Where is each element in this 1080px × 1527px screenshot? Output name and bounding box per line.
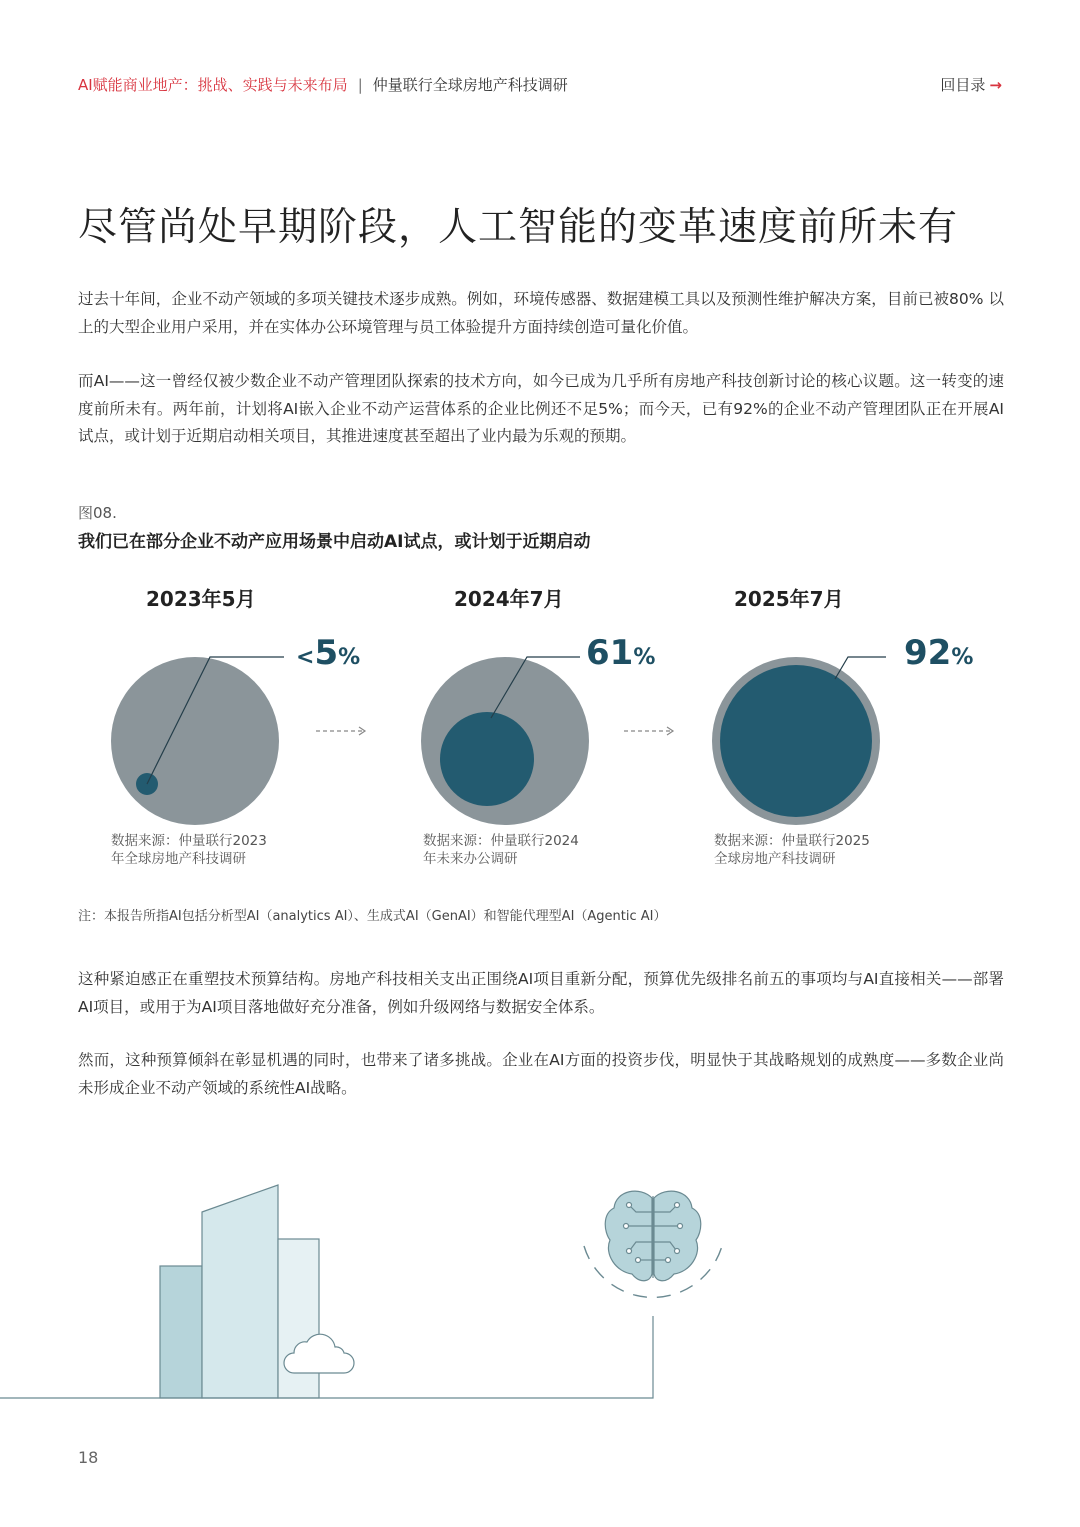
report-title: AI赋能商业地产：挑战、实践与未来布局 [78,76,348,94]
figure-title: 我们已在部分企业不动产应用场景中启动AI试点，或计划于近期启动 [78,532,591,552]
back-to-toc-link[interactable] [940,74,1002,95]
figure-note: 注：本报告所指AI包括分析型AI（analytics AI）、生成式AI（GenAI）和智能代理型AI（Agentic AI） [78,909,667,924]
toc-label: 回目录 [940,76,986,94]
source-2025: 数据来源：仲量联行2025 全球房地产科技调研 [714,833,870,867]
page-title: 尽管尚处早期阶段，人工智能的变革速度前所未有 [78,205,959,250]
report-subtitle: 仲量联行全球房地产科技调研 [372,76,568,94]
arrow-right-icon: → [989,76,1002,94]
figure-label: 图08. [78,504,117,522]
value-2025: 92% [904,633,974,673]
page-number: 18 [78,1448,99,1467]
value-2024: 61% [586,633,656,673]
report-header [78,74,568,95]
paragraph-4: 然而，这种预算倾斜在彰显机遇的同时，也带来了诸多挑战。企业在AI方面的投资步伐，明显快于其战略规划的成熟度——多数企业尚未形成企业不动产领域的系统性AI战略。 [78,1051,1004,1097]
value-2023: <5% [296,633,361,673]
inner-circle-2025 [720,665,872,817]
year-label-2024: 2024年7月 [454,587,564,611]
source-2023: 数据来源：仲量联行2023 年全球房地产科技调研 [111,833,267,867]
paragraph-3: 这种紧迫感正在重塑技术预算结构。房地产科技相关支出正围绕AI项目重新分配，预算优先级排名前五的事项均与AI直接相关——部署AI项目，或用于为AI项目落地做好充分准备，例如升级网络与数据安全体系。 [78,970,1004,1016]
header-separator: | [357,76,363,94]
year-label-2025: 2025年7月 [734,587,844,611]
brain-icon [605,1191,701,1281]
year-label-2023: 2023年5月 [146,587,256,611]
adoption-circles-chart [0,620,1080,840]
outer-circle-2023 [111,657,279,825]
city-ai-illustration [0,1170,1080,1410]
inner-circle-2024 [440,712,534,806]
source-2024: 数据来源：仲量联行2024 年未来办公调研 [423,833,579,867]
paragraph-2: 而AI——这一曾经仅被少数企业不动产管理团队探索的技术方向，如今已成为几乎所有房地产科技创新讨论的核心议题。这一转变的速度前所未有。两年前，计划将AI嵌入企业不动产运营体系的企业比例还不足5%；而今天，已有92%的企业不动产管理团队正在开展AI试点，或计划于近期启动相关项目，其推进速度甚至超出了业内最为乐观的预期。 [78,372,1004,445]
paragraph-1: 过去十年间，企业不动产领域的多项关键技术逐步成熟。例如，环境传感器、数据建模工具以及预测性维护解决方案，目前已被80% 以上的大型企业用户采用，并在实体办公环境管理与员工体验提升方面持续创造可量化价值。 [78,290,1004,336]
